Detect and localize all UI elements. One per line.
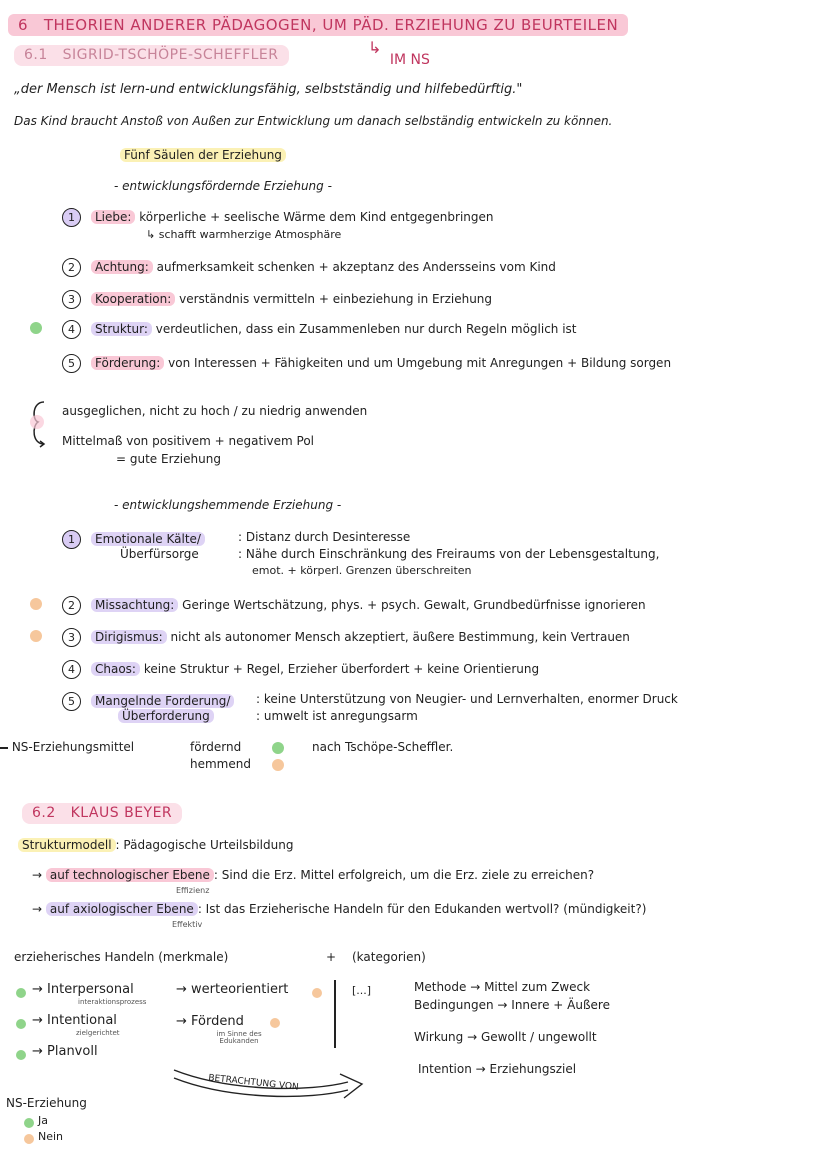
orange-dot-icon (270, 1018, 280, 1028)
number-badge: 2 (62, 596, 81, 615)
strukturmodell (18, 838, 293, 852)
im-ns-note (368, 38, 430, 68)
axio-note: Effektiv (172, 920, 203, 929)
balance-2: Mittelmaß von positivem + negativem Pol (62, 434, 315, 448)
fordernd-heading: - entwicklungsfördernde Erziehung - (114, 179, 332, 193)
number-badge: 3 (62, 628, 81, 647)
ellipsis: [...] (352, 984, 372, 997)
merkmale-heading: erzieherisches Handeln (merkmale) (14, 950, 229, 964)
orange-dot-icon (24, 1134, 34, 1144)
kategorie-bedingungen: Bedingungen → Innere + Äußere (414, 998, 610, 1012)
ns-fordernd: fördernd (190, 740, 242, 754)
section-title: KLAUS BEYER (70, 805, 173, 821)
orange-dot-icon (30, 598, 42, 610)
description: : Ist das Erzieherische Handeln für den Edukanden wertvoll? (mündigkeit?) (197, 902, 647, 916)
arrow-icon: → (32, 902, 43, 916)
fordernd-item-5 (62, 354, 671, 373)
term: Förderung: (91, 356, 164, 370)
description: verdeutlichen, dass ein Zusammenleben nur durch Regeln möglich ist (155, 322, 577, 336)
description: verständnis vermitteln + einbeziehung in Erziehung (179, 292, 493, 306)
ns-line (0, 740, 134, 754)
kategorie-methode: Methode → Mittel zum Zweck (414, 980, 591, 994)
tech-ebene (32, 868, 594, 882)
fordernd-item-4 (62, 320, 577, 339)
section-number: 6.1 (24, 47, 48, 63)
kategorien-heading: (kategorien) (352, 950, 426, 964)
arrow-icon: ↳ (368, 38, 382, 57)
description: aufmerksamkeit schenken + akzeptanz des Andersseins vom Kind (156, 260, 556, 274)
merkmal-note: im Sinne des Edukanden (216, 1030, 262, 1045)
fordernd-item-2 (62, 258, 556, 277)
section-6-2-heading (22, 803, 182, 824)
fordernd-item-1 (62, 208, 494, 227)
description: Geringe Wertschätzung, phys. + psych. Gewalt, Grundbedürfnisse ignorieren (182, 598, 646, 612)
orange-dot-icon (30, 630, 42, 642)
fordernd-item-3 (62, 290, 492, 309)
green-dot-icon (16, 988, 26, 998)
hemmend-item-1-term2: Überfürsorge (120, 547, 199, 561)
term: Liebe: (91, 210, 135, 224)
term: auf technologischer Ebene (46, 868, 214, 882)
quote: „der Mensch ist lern-und entwicklungsfähig, selbstständig und hilfebedürftig." (14, 82, 523, 97)
merkmal-interpersonal: → Interpersonal (32, 982, 134, 997)
number-badge: 5 (62, 354, 81, 373)
ns-nein: Nein (38, 1130, 64, 1143)
pillars-heading: Fünf Säulen der Erziehung (120, 148, 286, 162)
green-dot-icon (16, 1019, 26, 1029)
arrow-icon: → (32, 868, 43, 882)
hemmend-item-1-text3: emot. + körperl. Grenzen überschreiten (252, 564, 472, 577)
term: Strukturmodell (18, 838, 116, 852)
number-badge: 1 (62, 208, 81, 227)
balance-3: = gute Erziehung (116, 452, 221, 466)
merkmal-note: interaktionsprozess (78, 998, 147, 1006)
green-dot-icon (30, 322, 42, 334)
section-6-1-heading (14, 45, 289, 66)
statement: Das Kind braucht Anstoß von Außen zur Entwicklung um danach selbständig entwickeln zu können. (14, 114, 613, 128)
ns-hemmend: hemmend (190, 757, 251, 771)
curved-bracket-icon (24, 396, 54, 452)
orange-dot-icon (272, 759, 284, 771)
kategorie-wirkung: Wirkung → Gewollt / ungewollt (414, 1030, 597, 1044)
merkmal-note: zielgerichtet (76, 1029, 120, 1037)
ns-label: NS-Erziehungsmittel (11, 740, 135, 754)
section-title: SIGRID-TSCHÖPE-SCHEFFLER (62, 47, 279, 63)
term: Achtung: (91, 260, 153, 274)
balance-1: ausgeglichen, nicht zu hoch / zu niedrig anwenden (62, 404, 368, 418)
term: Dirigismus: (91, 630, 167, 644)
description: : Pädagogische Urteilsbildung (115, 838, 294, 852)
green-dot-icon (24, 1118, 34, 1128)
hemmend-item-1-text2: : Nähe durch Einschränkung des Freiraums von der Lebensgestaltung, (238, 547, 660, 561)
number-badge: 1 (62, 530, 81, 549)
ns-after: nach Tschöpe-Scheffler. (312, 740, 454, 754)
description: von Interessen + Fähigkeiten und um Umgebung mit Anregungen + Bildung sorgen (168, 356, 672, 370)
hemmend-heading: - entwicklungshemmende Erziehung - (114, 498, 342, 512)
term: Chaos: (91, 662, 140, 676)
hemmend-item-1-text: : Distanz durch Desinteresse (238, 530, 411, 544)
description: keine Struktur + Regel, Erzieher überfordert + keine Orientierung (143, 662, 540, 676)
hemmend-item-3 (62, 628, 630, 647)
number-badge: 2 (62, 258, 81, 277)
hemmend-item-5-term2: Überforderung (118, 709, 214, 723)
description: : Sind die Erz. Mittel erfolgreich, um die Erz. ziele zu erreichen? (213, 868, 595, 882)
green-dot-icon (272, 742, 284, 754)
vertical-divider (334, 980, 336, 1048)
description: nicht als autonomer Mensch akzeptiert, äußere Bestimmung, kein Vertrauen (170, 630, 630, 644)
hemmend-item-5-text2: : umwelt ist anregungsarm (256, 709, 418, 723)
section-6-heading (8, 14, 628, 36)
term: Mangelnde Forderung/ (91, 694, 234, 708)
term: auf axiologischer Ebene (46, 902, 198, 916)
term: Kooperation: (91, 292, 175, 306)
description: körperliche + seelische Wärme dem Kind entgegenbringen (139, 210, 494, 224)
merkmal-planvoll: → Planvoll (32, 1044, 98, 1059)
merkmal-intentional: → Intentional (32, 1013, 117, 1028)
number-badge: 4 (62, 320, 81, 339)
hemmend-item-2 (62, 596, 646, 615)
hemmend-item-4 (62, 660, 539, 679)
tech-note: Effizienz (176, 886, 210, 895)
ns-ja: Ja (38, 1114, 48, 1127)
hemmend-item-5-text: : keine Unterstützung von Neugier- und Lernverhalten, enormer Druck (256, 692, 678, 706)
term: Emotionale Kälte/ (91, 532, 205, 546)
green-dot-icon (16, 1050, 26, 1060)
section-number: 6 (18, 16, 29, 34)
ns-erziehung-heading: NS-Erziehung (6, 1096, 87, 1110)
number-badge: 3 (62, 290, 81, 309)
number-badge: 4 (62, 660, 81, 679)
merkmal-werteorientiert: → werteorientiert (176, 982, 289, 997)
number-badge: 5 (62, 692, 81, 711)
section-title: THEORIEN ANDERER PÄDAGOGEN, UM PÄD. ERZIEHUNG ZU BEURTEILEN (43, 16, 619, 34)
section-number: 6.2 (32, 805, 56, 821)
fordernd-item-1-sub: ↳ schafft warmherzige Atmosphäre (146, 228, 342, 241)
orange-dot-icon (312, 988, 322, 998)
axio-ebene (32, 902, 646, 916)
merkmal-fordend: → Fördend (176, 1014, 244, 1029)
term: Struktur: (91, 322, 152, 336)
kategorie-intention: Intention → Erziehungsziel (418, 1062, 577, 1076)
betrachtung-label: BETRACHTUNG VON (207, 1073, 300, 1093)
plus-sign: + (326, 950, 337, 964)
term: Missachtung: (91, 598, 178, 612)
im-ns-label: IM NS (389, 52, 430, 68)
